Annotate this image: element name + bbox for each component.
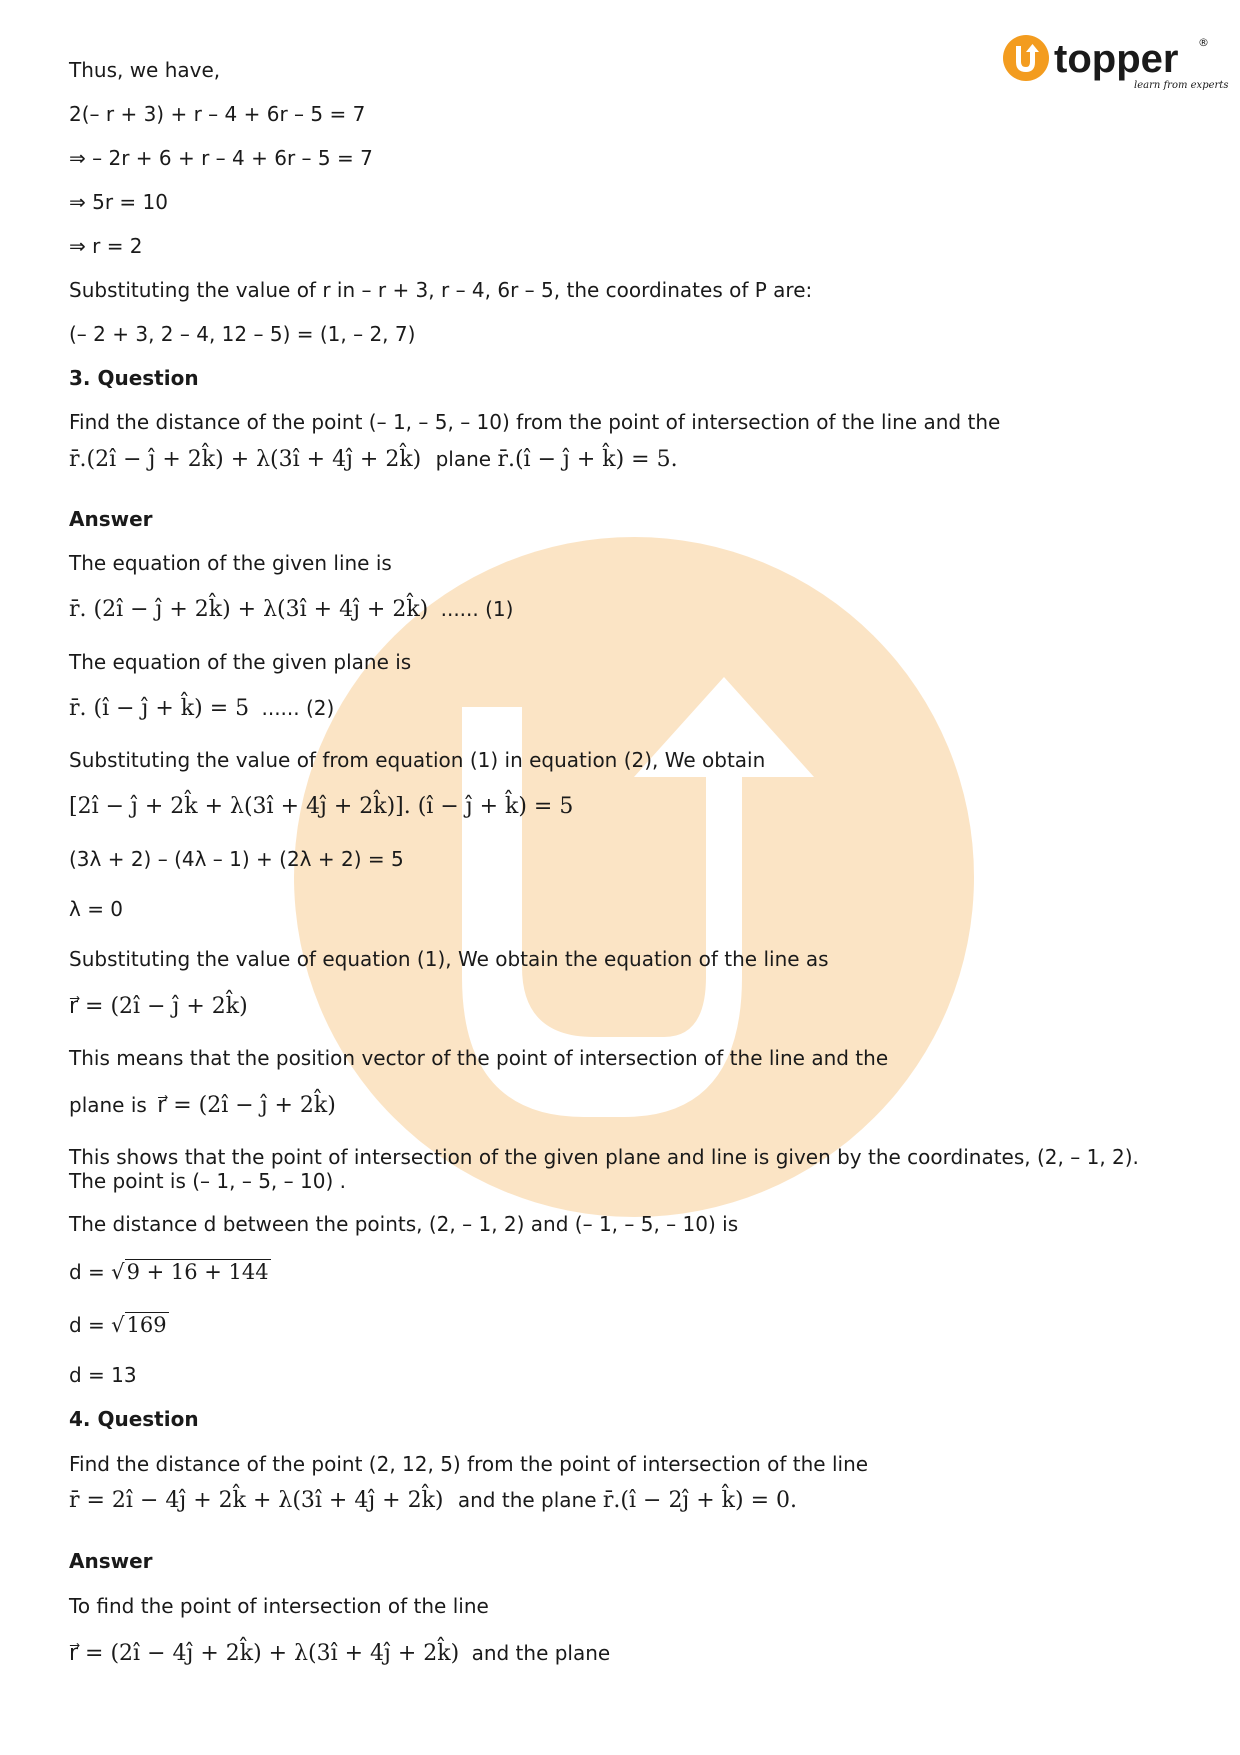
question-3-heading: 3. Question	[69, 366, 199, 390]
text-line: Thus, we have,	[69, 58, 221, 82]
logo-tagline: learn from experts	[1134, 80, 1229, 91]
text-line: The equation of the given plane is	[69, 650, 412, 674]
text-line: The distance d between the points, (2, – 1, 2) and (– 1, – 5, – 10) is	[69, 1212, 739, 1236]
question-3-equation: r̄.(2î − ĵ + 2k̂) + λ(3î + 4ĵ + 2k̂) plane r̄.(î − ĵ + k̂) = 5.	[69, 447, 678, 472]
text-paragraph: This shows that the point of intersection of the given plane and line is given by the coordinates, (2, – 1, 2). The point is (– 1, – 5, – 10) .	[69, 1145, 1139, 1193]
plane-equation: r̄.(î − ĵ + k̂) = 5.	[497, 447, 678, 472]
text-line: Substituting the value of from equation (1) in equation (2), We obtain	[69, 748, 766, 772]
distance-line: d = √169	[69, 1313, 167, 1337]
text-line: ⇒ 5r = 10	[69, 190, 168, 214]
equation-line: r̄. (î − ĵ + k̂) = 5 ...... (2)	[69, 696, 335, 721]
text-line: To find the point of intersection of the line	[69, 1594, 489, 1618]
answer-3-heading: Answer	[69, 507, 153, 531]
plane-equation: r̄.(î − 2ĵ + k̂) = 0.	[602, 1488, 798, 1513]
answer-4-heading: Answer	[69, 1549, 153, 1573]
equation-line: [2î − ĵ + 2k̂ + λ(3î + 4ĵ + 2k̂)]. (î − ĵ + k̂) = 5	[69, 794, 574, 819]
question-4-equation: r̄ = 2î − 4ĵ + 2k̂ + λ(3î + 4ĵ + 2k̂) and the plane r̄.(î − 2ĵ + k̂) = 0.	[69, 1488, 798, 1513]
equation-line: plane is r⃗ = (2î − ĵ + 2k̂)	[69, 1093, 336, 1118]
line-equation: r̄.(2î − ĵ + 2k̂) + λ(3î + 4ĵ + 2k̂)	[69, 447, 422, 472]
text-line: Substituting the value of r in – r + 3, r – 4, 6r – 5, the coordinates of P are:	[69, 278, 813, 302]
text-line: d = 13	[69, 1363, 137, 1387]
line-equation: r̄ = 2î − 4ĵ + 2k̂ + λ(3î + 4ĵ + 2k̂)	[69, 1488, 444, 1513]
sqrt-expression: √169	[111, 1313, 167, 1337]
text-line: 2(– r + 3) + r – 4 + 6r – 5 = 7	[69, 102, 366, 126]
text-line: (3λ + 2) – (4λ – 1) + (2λ + 2) = 5	[69, 847, 404, 871]
question-4-text: Find the distance of the point (2, 12, 5) from the point of intersection of the line	[69, 1452, 869, 1476]
text-line: The equation of the given line is	[69, 551, 392, 575]
equation-line: r̄. (2î − ĵ + 2k̂) + λ(3î + 4ĵ + 2k̂) ...... (1)	[69, 597, 514, 622]
logo-text: topper	[1054, 37, 1179, 81]
text-line: λ = 0	[69, 897, 124, 921]
text-line: ⇒ – 2r + 6 + r – 4 + 6r – 5 = 7	[69, 146, 373, 170]
watermark-logo-icon	[294, 537, 974, 1217]
equation-line: r⃗ = (2î − ĵ + 2k̂)	[69, 994, 248, 1019]
text-line: This means that the position vector of the point of intersection of the line and the	[69, 1046, 889, 1070]
text-line: Substituting the value of equation (1), We obtain the equation of the line as	[69, 947, 829, 971]
topper-logo-icon	[1002, 30, 1229, 100]
text-line: (– 2 + 3, 2 – 4, 12 – 5) = (1, – 2, 7)	[69, 322, 416, 346]
distance-line: d = √9 + 16 + 144	[69, 1260, 269, 1284]
svg-text:®: ®	[1198, 36, 1209, 49]
text-line: ⇒ r = 2	[69, 234, 143, 258]
question-3-text: Find the distance of the point (– 1, – 5, – 10) from the point of intersection of the line and the	[69, 410, 1001, 434]
sqrt-expression: √9 + 16 + 144	[111, 1260, 269, 1284]
equation-line: r⃗ = (2î − 4ĵ + 2k̂) + λ(3î + 4ĵ + 2k̂) and the plane	[69, 1641, 611, 1666]
question-4-heading: 4. Question	[69, 1407, 199, 1431]
